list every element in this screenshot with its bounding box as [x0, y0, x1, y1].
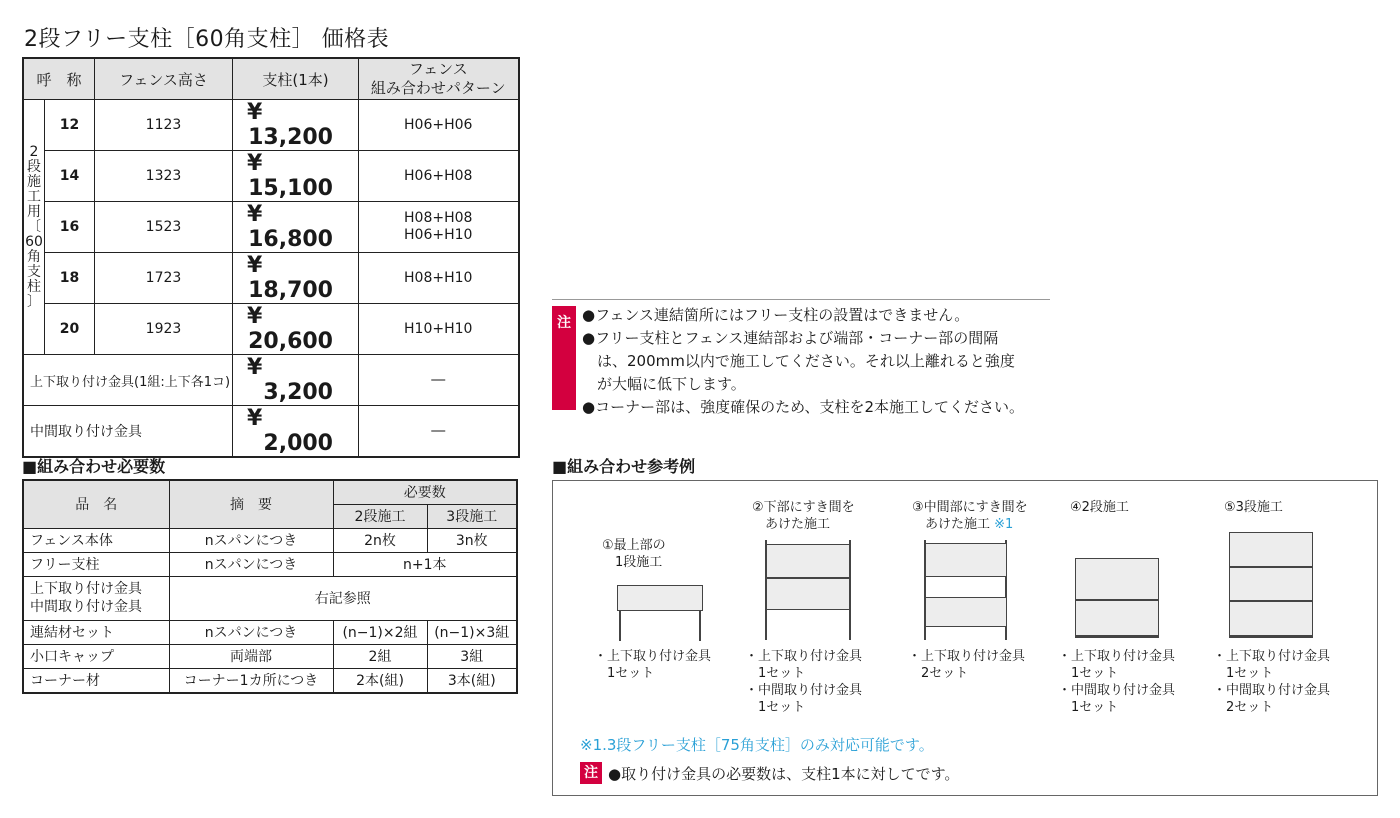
page-title: 2段フリー支柱［60角支柱］ 価格表	[24, 27, 390, 52]
header-name: 呼 称	[23, 58, 95, 100]
header-three: 3段施工	[427, 504, 517, 528]
reference-footnote: ※1.3段フリー支柱［75角支柱］のみ対応可能です。	[580, 736, 934, 754]
note-line: ●フリー支柱とフェンス連結部および端部・コーナー部の間隔	[582, 329, 999, 347]
notes-divider	[552, 299, 1050, 300]
combo-item: 小口キャップ	[23, 644, 169, 668]
header-height: フェンス高さ	[95, 58, 233, 100]
example-1-post-right	[699, 611, 701, 641]
row-height: 1923	[95, 304, 233, 355]
header-pattern	[359, 58, 519, 100]
example-3-title: ③中間部にすき間を あけた施工 ※1	[912, 500, 1028, 532]
extra-row-price: ¥3,200	[233, 355, 359, 406]
row-code: 20	[45, 304, 95, 355]
combo-item: 上下取り付け金具 中間取り付け金具	[23, 576, 169, 620]
row-code: 16	[45, 202, 95, 253]
combo-three: 3本(組)	[427, 668, 517, 693]
combo-summary: nスパンにつき	[169, 620, 333, 644]
row-height: 1323	[95, 151, 233, 202]
example-3-panel-upper	[925, 543, 1007, 577]
header-price: 支柱(1本)	[233, 58, 359, 100]
row-pattern: H06+H06	[359, 100, 519, 151]
row-pattern: H06+H08	[359, 151, 519, 202]
combo-item: コーナー材	[23, 668, 169, 693]
example-4-panel-lower	[1075, 600, 1159, 636]
row-height: 1123	[95, 100, 233, 151]
example-3-items: ・上下取り付け金具 2セット	[908, 649, 1026, 681]
combo-summary: nスパンにつき	[169, 528, 333, 552]
example-2-items: ・上下取り付け金具 1セット ・中間取り付け金具 1セット	[745, 649, 863, 715]
row-height: 1723	[95, 253, 233, 304]
reference-section-title: ■組み合わせ参考例	[552, 457, 696, 476]
combo-three: 3n枚	[427, 528, 517, 552]
combo-summary: nスパンにつき	[169, 552, 333, 576]
row-height: 1523	[95, 202, 233, 253]
extra-row-name: 上下取り付け金具(1組:上下各1コ)	[23, 355, 233, 406]
example-2-panel-upper	[766, 544, 850, 578]
example-5-panel-bottom	[1229, 601, 1313, 636]
extra-row-pattern: ―	[359, 355, 519, 406]
row-price: ¥16,800	[233, 202, 359, 253]
example-5-panel-middle	[1229, 567, 1313, 601]
notes-badge: 注	[552, 306, 576, 410]
combo-table	[22, 479, 518, 694]
combo-two: 2本(組)	[333, 668, 427, 693]
example-2-panel-lower	[766, 578, 850, 610]
combo-both: n+1本	[333, 552, 517, 576]
row-code: 14	[45, 151, 95, 202]
example-1-title: ①最上部の 1段施工	[602, 538, 666, 570]
note-line: は、200mm以内で施工してください。それ以上離れると強度	[582, 352, 1015, 370]
combo-summary: 両端部	[169, 644, 333, 668]
example-5-panel-top	[1229, 532, 1313, 567]
extra-row-price: ¥2,000	[233, 406, 359, 458]
note-line: が大幅に低下します。	[582, 375, 746, 393]
price-table	[22, 57, 520, 458]
row-price: ¥20,600	[233, 304, 359, 355]
combo-three: (n−1)×3組	[427, 620, 517, 644]
header-pattern-line1: フェンス	[408, 60, 468, 78]
example-4-panel-upper	[1075, 558, 1159, 600]
example-4-base	[1075, 636, 1159, 638]
example-1-items: ・上下取り付け金具 1セット	[594, 649, 712, 681]
header-pattern-line2: 組み合わせパターン	[370, 79, 506, 97]
row-pattern: H08+H10	[359, 253, 519, 304]
combo-two: 2組	[333, 644, 427, 668]
row-pattern: H08+H08 H06+H10	[359, 202, 519, 253]
note-line: ●コーナー部は、強度確保のため、支柱を2本施工してください。	[582, 398, 1025, 416]
example-5-base	[1229, 636, 1313, 638]
row-code: 18	[45, 253, 95, 304]
example-1-panel-top	[617, 585, 703, 611]
combo-merged: 右記参照	[169, 576, 517, 620]
combo-item: フェンス本体	[23, 528, 169, 552]
header-required: 必要数	[333, 480, 517, 504]
combo-section-title: ■組み合わせ必要数	[22, 457, 166, 476]
row-price: ¥15,100	[233, 151, 359, 202]
reference-note: ●取り付け金具の必要数は、支柱1本に対してです。	[608, 765, 960, 783]
reference-note-badge: 注	[580, 762, 602, 784]
note-line: ●フェンス連結箇所にはフリー支柱の設置はできません。	[582, 306, 970, 324]
header-item: 品 名	[23, 480, 169, 528]
combo-three: 3組	[427, 644, 517, 668]
combo-item: 連結材セット	[23, 620, 169, 644]
row-price: ¥18,700	[233, 253, 359, 304]
combo-two: 2n枚	[333, 528, 427, 552]
example-4-items: ・上下取り付け金具 1セット ・中間取り付け金具 1セット	[1058, 649, 1176, 715]
row-pattern: H10+H10	[359, 304, 519, 355]
example-3-mark: ※1	[994, 517, 1014, 532]
example-5-items: ・上下取り付け金具 1セット ・中間取り付け金具 2セット	[1213, 649, 1331, 715]
combo-summary: コーナー1カ所につき	[169, 668, 333, 693]
header-two: 2段施工	[333, 504, 427, 528]
extra-row-pattern: ―	[359, 406, 519, 458]
example-1-post-left	[619, 611, 621, 641]
group-label: 2 段 施 工 用 〔 60 角 支 柱 〕	[23, 100, 45, 355]
example-2-title: ②下部にすき間を あけた施工	[752, 500, 855, 532]
extra-row-name: 中間取り付け金具	[23, 406, 233, 458]
row-price: ¥13,200	[233, 100, 359, 151]
example-4-title: ④2段施工	[1070, 500, 1129, 515]
row-code: 12	[45, 100, 95, 151]
example-3-panel-lower	[925, 597, 1007, 627]
header-summary: 摘 要	[169, 480, 333, 528]
combo-item: フリー支柱	[23, 552, 169, 576]
notes	[582, 304, 1052, 419]
combo-two: (n−1)×2組	[333, 620, 427, 644]
example-5-title: ⑤3段施工	[1224, 500, 1283, 515]
